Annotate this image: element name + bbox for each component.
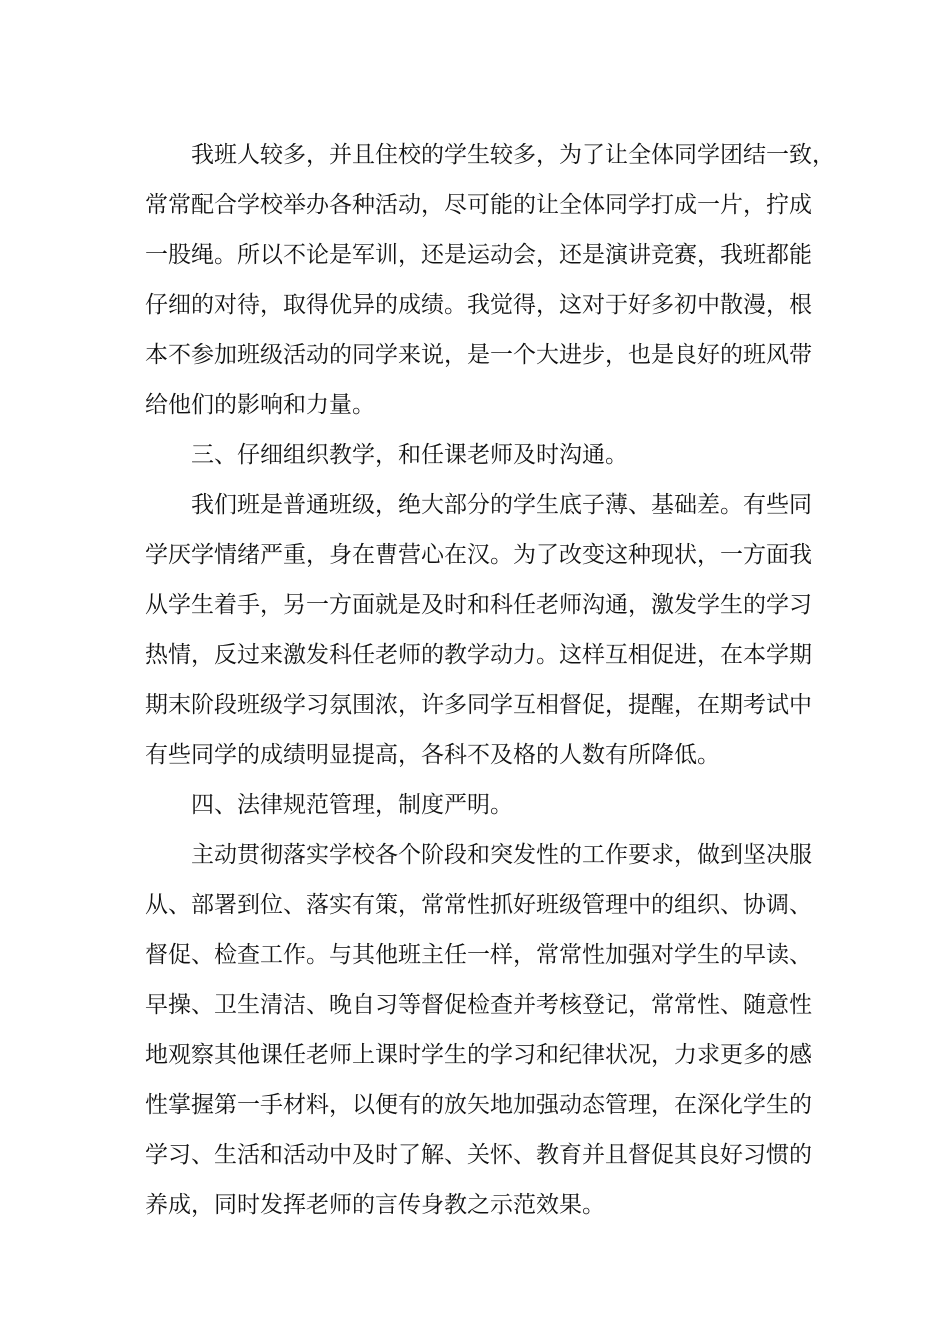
text-line: 性掌握第一手材料，以便有的放矢地加强动态管理，在深化学生的 [145,1092,812,1118]
paragraph-class-activities [145,130,835,430]
text-line: 常常配合学校举办各种活动，尽可能的让全体同学打成一片，拧成 [145,192,812,218]
text-line: 期末阶段班级学习氛围浓，许多同学互相督促，提醒，在期考试中 [145,692,812,718]
paragraph-teaching [145,480,812,780]
text-line: 我班人较多，并且住校的学生较多，为了让全体同学团结一致， [191,142,835,168]
text-line: 养成，同时发挥老师的言传身教之示范效果。 [145,1192,605,1218]
text-line: 仔细的对待，取得优异的成绩。我觉得，这对于好多初中散漫，根 [145,292,812,318]
text-line: 督促、检查工作。与其他班主任一样，常常性加强对学生的早读、 [145,942,812,968]
text-line: 早操、卫生清洁、晚自习等督促检查并考核登记，常常性、随意性 [145,992,812,1018]
text-line: 地观察其他课任老师上课时学生的学习和纪律状况，力求更多的感 [145,1042,812,1068]
section-heading-teaching [145,430,805,480]
text-line: 从、部署到位、落实有策，常常性抓好班级管理中的组织、协调、 [145,892,812,918]
section-heading-management [145,780,805,830]
text-line: 有些同学的成绩明显提高，各科不及格的人数有所降低。 [145,742,720,768]
section-heading: 三、仔细组织教学，和任课老师及时沟通。 [191,442,628,468]
paragraph-management [145,830,812,1230]
text-line: 学厌学情绪严重，身在曹营心在汉。为了改变这种现状，一方面我 [145,542,812,568]
text-line: 一股绳。所以不论是军训，还是运动会，还是演讲竞赛，我班都能 [145,242,812,268]
section-heading: 四、法律规范管理，制度严明。 [191,792,513,818]
text-line: 学习、生活和活动中及时了解、关怀、教育并且督促其良好习惯的 [145,1142,812,1168]
document-body [145,130,835,1230]
text-line: 主动贯彻落实学校各个阶段和突发性的工作要求，做到坚决服 [191,842,812,868]
text-line: 我们班是普通班级，绝大部分的学生底子薄、基础差。有些同 [191,492,812,518]
text-line: 从学生着手，另一方面就是及时和科任老师沟通，激发学生的学习 [145,592,812,618]
text-line: 热情，反过来激发科任老师的教学动力。这样互相促进，在本学期 [145,642,812,668]
text-line: 本不参加班级活动的同学来说，是一个大进步，也是良好的班风带 [145,342,812,368]
text-line: 给他们的影响和力量。 [145,392,375,418]
